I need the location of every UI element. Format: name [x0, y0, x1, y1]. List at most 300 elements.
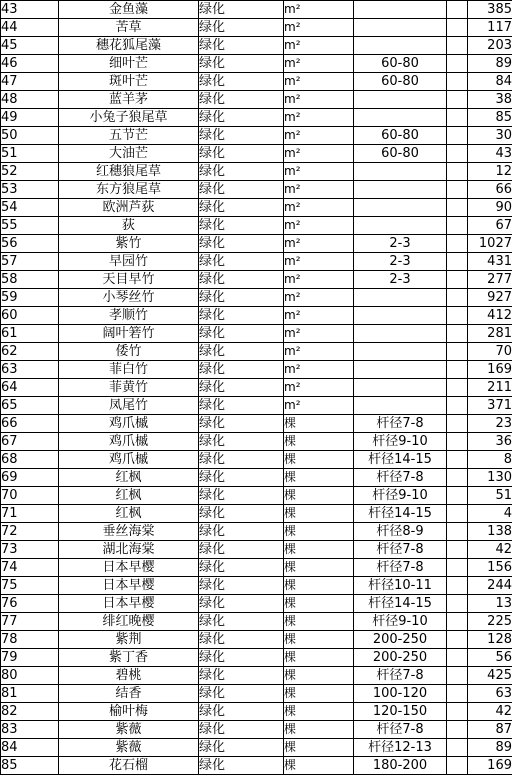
unit-cell: 棵 [284, 667, 354, 685]
spec-cell: 杆径9-10 [354, 613, 447, 631]
plant-name-cell: 鸡爪槭 [59, 415, 199, 433]
empty-cell [447, 91, 468, 109]
row-number-cell: 56 [1, 235, 59, 253]
empty-cell [447, 523, 468, 541]
category-cell: 绿化 [199, 667, 284, 685]
quantity-cell: 203 [468, 37, 512, 55]
category-cell: 绿化 [199, 487, 284, 505]
quantity-cell: 425 [468, 667, 512, 685]
plant-name-cell: 榆叶梅 [59, 703, 199, 721]
plant-name-cell: 小琴丝竹 [59, 289, 199, 307]
row-number-cell: 48 [1, 91, 59, 109]
empty-cell [447, 505, 468, 523]
empty-cell [447, 415, 468, 433]
quantity-cell: 138 [468, 523, 512, 541]
unit-cell: 棵 [284, 757, 354, 775]
plant-name-cell: 紫薇 [59, 721, 199, 739]
category-cell: 绿化 [199, 649, 284, 667]
category-cell: 绿化 [199, 721, 284, 739]
plant-name-cell: 五节芒 [59, 127, 199, 145]
table-row [1, 235, 512, 253]
empty-cell [447, 433, 468, 451]
unit-cell: 棵 [284, 415, 354, 433]
empty-cell [447, 631, 468, 649]
empty-cell [447, 361, 468, 379]
plant-name-cell: 花石榴 [59, 757, 199, 775]
category-cell: 绿化 [199, 757, 284, 775]
unit-cell: 棵 [284, 487, 354, 505]
row-number-cell: 53 [1, 181, 59, 199]
plant-name-cell: 紫丁香 [59, 649, 199, 667]
quantity-cell: 89 [468, 55, 512, 73]
spec-cell: 杆径14-15 [354, 505, 447, 523]
spec-cell [354, 199, 447, 217]
category-cell: 绿化 [199, 577, 284, 595]
row-number-cell: 78 [1, 631, 59, 649]
unit-cell: 棵 [284, 631, 354, 649]
spec-cell: 180-200 [354, 757, 447, 775]
table-row [1, 361, 512, 379]
table-row [1, 127, 512, 145]
table-row [1, 163, 512, 181]
spec-cell: 杆径9-10 [354, 487, 447, 505]
row-number-cell: 75 [1, 577, 59, 595]
empty-cell [447, 289, 468, 307]
empty-cell [447, 1, 468, 19]
empty-cell [447, 253, 468, 271]
unit-cell: 棵 [284, 721, 354, 739]
table-row [1, 145, 512, 163]
quantity-cell: 225 [468, 613, 512, 631]
plant-name-cell: 菲白竹 [59, 361, 199, 379]
unit-cell: 棵 [284, 505, 354, 523]
spec-cell: 杆径14-15 [354, 595, 447, 613]
spec-cell: 60-80 [354, 73, 447, 91]
table-row [1, 253, 512, 271]
quantity-cell: 130 [468, 469, 512, 487]
plant-name-cell: 东方狼尾草 [59, 181, 199, 199]
table-row [1, 91, 512, 109]
table-row [1, 343, 512, 361]
category-cell: 绿化 [199, 1, 284, 19]
spec-cell [354, 307, 447, 325]
category-cell: 绿化 [199, 739, 284, 757]
row-number-cell: 83 [1, 721, 59, 739]
table-row [1, 1, 512, 19]
category-cell: 绿化 [199, 37, 284, 55]
unit-cell: m² [284, 343, 354, 361]
table-row [1, 55, 512, 73]
row-number-cell: 50 [1, 127, 59, 145]
category-cell: 绿化 [199, 559, 284, 577]
table-row [1, 469, 512, 487]
quantity-cell: 211 [468, 379, 512, 397]
quantity-cell: 169 [468, 361, 512, 379]
unit-cell: m² [284, 397, 354, 415]
plant-name-cell: 紫竹 [59, 235, 199, 253]
table-row [1, 415, 512, 433]
row-number-cell: 66 [1, 415, 59, 433]
row-number-cell: 44 [1, 19, 59, 37]
spec-cell [354, 343, 447, 361]
quantity-cell: 117 [468, 19, 512, 37]
row-number-cell: 69 [1, 469, 59, 487]
spec-cell: 2-3 [354, 235, 447, 253]
empty-cell [447, 469, 468, 487]
quantity-cell: 412 [468, 307, 512, 325]
unit-cell: 棵 [284, 613, 354, 631]
plant-name-cell: 孝顺竹 [59, 307, 199, 325]
row-number-cell: 72 [1, 523, 59, 541]
row-number-cell: 85 [1, 757, 59, 775]
spec-cell: 杆径7-8 [354, 721, 447, 739]
quantity-cell: 42 [468, 703, 512, 721]
unit-cell: 棵 [284, 451, 354, 469]
table-row [1, 271, 512, 289]
plant-name-cell: 大油芒 [59, 145, 199, 163]
category-cell: 绿化 [199, 109, 284, 127]
plant-name-cell: 阔叶箬竹 [59, 325, 199, 343]
empty-cell [447, 127, 468, 145]
empty-cell [447, 685, 468, 703]
quantity-cell: 43 [468, 145, 512, 163]
plant-name-cell: 红枫 [59, 505, 199, 523]
table-row [1, 19, 512, 37]
quantity-cell: 927 [468, 289, 512, 307]
quantity-cell: 89 [468, 739, 512, 757]
table-row [1, 487, 512, 505]
empty-cell [447, 559, 468, 577]
plant-name-cell: 碧桃 [59, 667, 199, 685]
row-number-cell: 45 [1, 37, 59, 55]
row-number-cell: 81 [1, 685, 59, 703]
quantity-cell: 70 [468, 343, 512, 361]
plant-name-cell: 荻 [59, 217, 199, 235]
table-row [1, 757, 512, 775]
spec-cell: 杆径7-8 [354, 469, 447, 487]
table-row [1, 559, 512, 577]
category-cell: 绿化 [199, 505, 284, 523]
quantity-cell: 56 [468, 649, 512, 667]
empty-cell [447, 217, 468, 235]
empty-cell [447, 451, 468, 469]
quantity-cell: 385 [468, 1, 512, 19]
row-number-cell: 82 [1, 703, 59, 721]
table-row [1, 379, 512, 397]
quantity-cell: 169 [468, 757, 512, 775]
unit-cell: m² [284, 145, 354, 163]
plant-name-cell: 凤尾竹 [59, 397, 199, 415]
plant-name-cell: 天目早竹 [59, 271, 199, 289]
category-cell: 绿化 [199, 73, 284, 91]
table-row [1, 541, 512, 559]
unit-cell: m² [284, 127, 354, 145]
plant-name-cell: 绯红晚樱 [59, 613, 199, 631]
spec-cell: 杆径7-8 [354, 667, 447, 685]
category-cell: 绿化 [199, 541, 284, 559]
category-cell: 绿化 [199, 217, 284, 235]
row-number-cell: 60 [1, 307, 59, 325]
unit-cell: m² [284, 361, 354, 379]
table-row [1, 289, 512, 307]
row-number-cell: 61 [1, 325, 59, 343]
table-row [1, 433, 512, 451]
spec-cell [354, 379, 447, 397]
spec-cell: 杆径10-11 [354, 577, 447, 595]
row-number-cell: 49 [1, 109, 59, 127]
quantity-cell: 51 [468, 487, 512, 505]
quantity-cell: 12 [468, 163, 512, 181]
table-row [1, 739, 512, 757]
table-row [1, 109, 512, 127]
category-cell: 绿化 [199, 379, 284, 397]
category-cell: 绿化 [199, 307, 284, 325]
unit-cell: 棵 [284, 595, 354, 613]
table-row [1, 217, 512, 235]
spec-cell: 2-3 [354, 271, 447, 289]
category-cell: 绿化 [199, 433, 284, 451]
row-number-cell: 67 [1, 433, 59, 451]
row-number-cell: 73 [1, 541, 59, 559]
quantity-cell: 67 [468, 217, 512, 235]
unit-cell: 棵 [284, 703, 354, 721]
unit-cell: 棵 [284, 523, 354, 541]
spec-cell: 杆径7-8 [354, 559, 447, 577]
spec-cell: 杆径14-15 [354, 451, 447, 469]
table-row [1, 397, 512, 415]
category-cell: 绿化 [199, 163, 284, 181]
unit-cell: m² [284, 55, 354, 73]
category-cell: 绿化 [199, 91, 284, 109]
category-cell: 绿化 [199, 19, 284, 37]
spec-cell [354, 109, 447, 127]
plant-name-cell: 细叶芒 [59, 55, 199, 73]
row-number-cell: 57 [1, 253, 59, 271]
empty-cell [447, 145, 468, 163]
spec-cell [354, 91, 447, 109]
quantity-cell: 38 [468, 91, 512, 109]
row-number-cell: 76 [1, 595, 59, 613]
table-row [1, 181, 512, 199]
unit-cell: 棵 [284, 433, 354, 451]
unit-cell: 棵 [284, 685, 354, 703]
row-number-cell: 54 [1, 199, 59, 217]
quantity-cell: 85 [468, 109, 512, 127]
table-row [1, 307, 512, 325]
table-row [1, 703, 512, 721]
spec-cell: 200-250 [354, 649, 447, 667]
quantity-cell: 87 [468, 721, 512, 739]
table-row [1, 685, 512, 703]
row-number-cell: 43 [1, 1, 59, 19]
table-row [1, 199, 512, 217]
empty-cell [447, 199, 468, 217]
quantity-cell: 30 [468, 127, 512, 145]
spec-cell [354, 217, 447, 235]
row-number-cell: 65 [1, 397, 59, 415]
spec-cell: 杆径8-9 [354, 523, 447, 541]
quantity-cell: 42 [468, 541, 512, 559]
row-number-cell: 62 [1, 343, 59, 361]
row-number-cell: 52 [1, 163, 59, 181]
spec-cell: 60-80 [354, 127, 447, 145]
unit-cell: m² [284, 379, 354, 397]
plant-name-cell: 穗花狐尾藻 [59, 37, 199, 55]
category-cell: 绿化 [199, 469, 284, 487]
table-row [1, 721, 512, 739]
unit-cell: m² [284, 253, 354, 271]
empty-cell [447, 739, 468, 757]
category-cell: 绿化 [199, 289, 284, 307]
empty-cell [447, 757, 468, 775]
category-cell: 绿化 [199, 55, 284, 73]
plant-name-cell: 金鱼藻 [59, 1, 199, 19]
unit-cell: m² [284, 289, 354, 307]
unit-cell: m² [284, 181, 354, 199]
empty-cell [447, 235, 468, 253]
spec-cell [354, 289, 447, 307]
spec-cell: 2-3 [354, 253, 447, 271]
row-number-cell: 47 [1, 73, 59, 91]
plant-name-cell: 欧洲芦荻 [59, 199, 199, 217]
plant-name-cell: 红穗狼尾草 [59, 163, 199, 181]
category-cell: 绿化 [199, 595, 284, 613]
row-number-cell: 80 [1, 667, 59, 685]
unit-cell: m² [284, 271, 354, 289]
plant-name-cell: 日本早樱 [59, 559, 199, 577]
empty-cell [447, 667, 468, 685]
plant-name-cell: 鸡爪槭 [59, 451, 199, 469]
table-row [1, 613, 512, 631]
row-number-cell: 59 [1, 289, 59, 307]
unit-cell: m² [284, 1, 354, 19]
empty-cell [447, 343, 468, 361]
empty-cell [447, 37, 468, 55]
row-number-cell: 79 [1, 649, 59, 667]
category-cell: 绿化 [199, 703, 284, 721]
category-cell: 绿化 [199, 397, 284, 415]
category-cell: 绿化 [199, 613, 284, 631]
plant-name-cell: 斑叶芒 [59, 73, 199, 91]
empty-cell [447, 541, 468, 559]
plant-name-cell: 早园竹 [59, 253, 199, 271]
unit-cell: 棵 [284, 469, 354, 487]
unit-cell: m² [284, 199, 354, 217]
plant-name-cell: 红枫 [59, 487, 199, 505]
unit-cell: m² [284, 109, 354, 127]
empty-cell [447, 613, 468, 631]
spec-cell [354, 19, 447, 37]
unit-cell: 棵 [284, 649, 354, 667]
plant-name-cell: 紫荆 [59, 631, 199, 649]
empty-cell [447, 577, 468, 595]
table-row [1, 649, 512, 667]
category-cell: 绿化 [199, 145, 284, 163]
spec-cell [354, 325, 447, 343]
quantity-cell: 244 [468, 577, 512, 595]
row-number-cell: 51 [1, 145, 59, 163]
unit-cell: m² [284, 163, 354, 181]
unit-cell: m² [284, 73, 354, 91]
plant-name-cell: 湖北海棠 [59, 541, 199, 559]
table-row [1, 577, 512, 595]
empty-cell [447, 379, 468, 397]
category-cell: 绿化 [199, 685, 284, 703]
row-number-cell: 64 [1, 379, 59, 397]
empty-cell [447, 181, 468, 199]
plant-name-cell: 日本早樱 [59, 595, 199, 613]
empty-cell [447, 397, 468, 415]
table-row [1, 37, 512, 55]
spec-cell: 60-80 [354, 145, 447, 163]
plant-name-cell: 倭竹 [59, 343, 199, 361]
unit-cell: m² [284, 217, 354, 235]
unit-cell: m² [284, 19, 354, 37]
spec-cell: 杆径7-8 [354, 541, 447, 559]
unit-cell: m² [284, 307, 354, 325]
category-cell: 绿化 [199, 631, 284, 649]
quantity-cell: 277 [468, 271, 512, 289]
plant-name-cell: 结香 [59, 685, 199, 703]
empty-cell [447, 487, 468, 505]
spec-cell [354, 1, 447, 19]
plant-name-cell: 小兔子狼尾草 [59, 109, 199, 127]
empty-cell [447, 163, 468, 181]
unit-cell: m² [284, 325, 354, 343]
empty-cell [447, 271, 468, 289]
category-cell: 绿化 [199, 325, 284, 343]
unit-cell: 棵 [284, 541, 354, 559]
category-cell: 绿化 [199, 271, 284, 289]
empty-cell [447, 109, 468, 127]
plant-name-cell: 菲黄竹 [59, 379, 199, 397]
spec-cell [354, 163, 447, 181]
unit-cell: 棵 [284, 577, 354, 595]
table-row [1, 631, 512, 649]
empty-cell [447, 595, 468, 613]
row-number-cell: 46 [1, 55, 59, 73]
empty-cell [447, 19, 468, 37]
quantity-cell: 156 [468, 559, 512, 577]
plant-name-cell: 红枫 [59, 469, 199, 487]
quantity-cell: 1027 [468, 235, 512, 253]
category-cell: 绿化 [199, 253, 284, 271]
empty-cell [447, 55, 468, 73]
empty-cell [447, 73, 468, 91]
unit-cell: m² [284, 235, 354, 253]
row-number-cell: 63 [1, 361, 59, 379]
quantity-cell: 36 [468, 433, 512, 451]
spec-cell [354, 361, 447, 379]
category-cell: 绿化 [199, 415, 284, 433]
unit-cell: m² [284, 91, 354, 109]
quantity-cell: 63 [468, 685, 512, 703]
empty-cell [447, 325, 468, 343]
plant-name-cell: 垂丝海棠 [59, 523, 199, 541]
table-body [1, 1, 512, 775]
row-number-cell: 68 [1, 451, 59, 469]
unit-cell: 棵 [284, 559, 354, 577]
empty-cell [447, 721, 468, 739]
quantity-cell: 84 [468, 73, 512, 91]
plant-name-cell: 紫薇 [59, 739, 199, 757]
table-row [1, 451, 512, 469]
category-cell: 绿化 [199, 451, 284, 469]
empty-cell [447, 307, 468, 325]
spec-cell [354, 397, 447, 415]
spec-cell: 60-80 [354, 55, 447, 73]
spec-cell [354, 37, 447, 55]
